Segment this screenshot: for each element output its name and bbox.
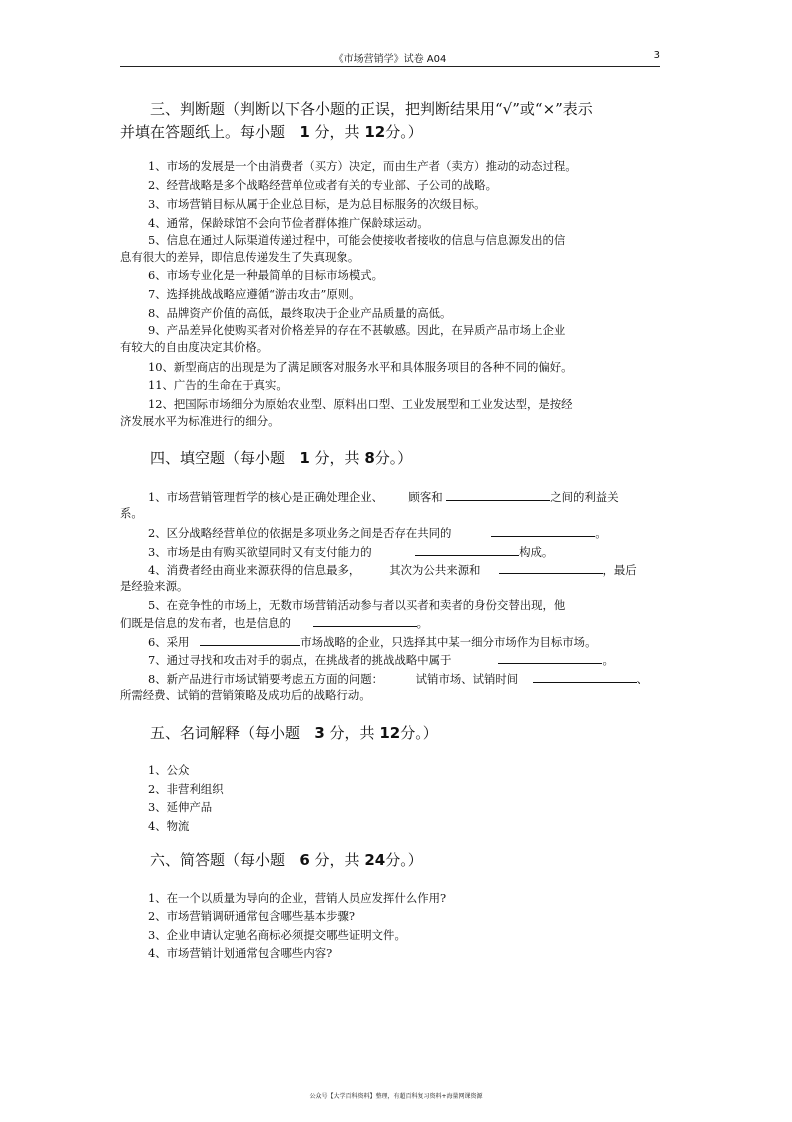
exam-title: 《市场营销学》试卷 A04 <box>333 54 447 65</box>
s4-q2: 2、区分战略经营单位的依据是多项业务之间是否存在共同的 。 <box>148 526 607 540</box>
s3-line: 息有很大的差异，即信息传递发生了失真现象。 <box>120 250 360 264</box>
s3-line: 3、市场营销目标从属于企业总目标，是为总目标服务的次级目标。 <box>148 197 486 211</box>
s3-line: 2、经营战略是多个战略经营单位或者有关的专业部、子公司的战略。 <box>148 178 497 192</box>
s3-line: 有较大的自由度决定其价格。 <box>120 340 269 354</box>
answer-blank[interactable] <box>446 488 550 501</box>
s4-q1: 1、市场营销管理哲学的核心是正确处理企业、 顾客和 之间的利益关 <box>148 490 619 504</box>
answer-blank[interactable] <box>415 543 519 556</box>
answer-blank[interactable] <box>533 670 637 683</box>
footer-note: 公众号【大学百科资料】整理，有超百科复习资料+海量网课资源 <box>309 1093 483 1100</box>
s3-line: 10、新型商店的出现是为了满足顾客对服务水平和具体服务项目的各种不同的偏好。 <box>148 360 573 374</box>
s3-line: 6、市场专业化是一种最简单的目标市场模式。 <box>148 268 384 282</box>
section4-points: 1 <box>299 449 310 467</box>
answer-blank[interactable] <box>499 561 603 574</box>
s3-line: 5、信息在通过人际渠道传递过程中，可能会使接收者接收的信息与信息源发出的信 <box>148 233 566 247</box>
section4-total: 8 <box>364 449 375 467</box>
s5-item: 3、延伸产品 <box>148 800 213 814</box>
answer-blank[interactable] <box>313 614 417 627</box>
header-rule <box>120 66 660 67</box>
section3-points: 1 <box>299 123 310 141</box>
section6-total: 24 <box>364 851 386 869</box>
s4-q5-cont: 们既是信息的发布者，也是信息的 。 <box>120 616 429 630</box>
section3-title-line1: 三、判断题（判断以下各小题的正误，把判断结果用“√”或“×”表示 <box>150 100 593 118</box>
s5-item: 4、物流 <box>148 819 190 833</box>
s5-item: 2、非营利组织 <box>148 782 224 796</box>
s4-q4: 4、消费者经由商业来源获得的信息最多， 其次为公共来源和 ，最后 <box>148 563 637 577</box>
section3-title-line2: 并填在答题纸上。每小题 1 分，共 12分。） <box>120 123 423 141</box>
s3-line: 8、品牌资产价值的高低，最终取决于企业产品质量的高低。 <box>148 306 452 320</box>
answer-blank[interactable] <box>491 524 595 537</box>
section3-total: 12 <box>364 123 386 141</box>
section5-points: 3 <box>314 724 325 742</box>
s3-line: 1、市场的发展是一个由消费者（买方）决定，而由生产者（卖方）推动的动态过程。 <box>148 159 577 173</box>
s4-q4-cont: 是经验来源。 <box>120 579 189 593</box>
s4-q5: 5、在竞争性的市场上，无数市场营销活动参与者以买者和卖者的身份交替出现，他 <box>148 598 566 612</box>
page-number: 3 <box>653 50 660 61</box>
answer-blank[interactable] <box>498 651 602 664</box>
s4-q7: 7、通过寻找和攻击对手的弱点，在挑战者的挑战战略中属于 。 <box>148 653 614 667</box>
section5-total: 12 <box>379 724 401 742</box>
section5-title: 五、名词解释（每小题 3 分，共 12分。） <box>150 724 438 742</box>
s3-line: 4、通常，保龄球馆不会向节俭者群体推广保龄球运动。 <box>148 216 429 230</box>
s4-q6: 6、采用 市场战略的企业，只选择其中某一细分市场作为目标市场。 <box>148 635 597 649</box>
s3-line: 12、把国际市场细分为原始农业型、原料出口型、工业发展型和工业发达型，是按经 <box>148 397 573 411</box>
s4-q3: 3、市场是由有购买欲望同时又有支付能力的 构成。 <box>148 545 554 559</box>
page-header <box>120 50 660 66</box>
s3-line: 11、广告的生命在于真实。 <box>148 378 288 392</box>
section6-points: 6 <box>299 851 310 869</box>
answer-blank[interactable] <box>200 633 300 646</box>
s3-line: 济发展水平为标准进行的细分。 <box>120 414 280 428</box>
s3-line: 9、产品差异化使购买者对价格差异的存在不甚敏感。因此，在异质产品市场上企业 <box>148 323 566 337</box>
s3-line: 7、选择挑战战略应遵循“游击攻击”原则。 <box>148 287 361 301</box>
section6-title: 六、简答题（每小题 6 分，共 24分。） <box>150 851 423 869</box>
s4-q8: 8、新产品进行市场试销要考虑五方面的问题： 试销市场、试销时间 、 <box>148 672 649 686</box>
s6-item: 1、在一个以质量为导向的企业，营销人员应发挥什么作用? <box>148 891 447 905</box>
s4-q1-cont: 系。 <box>120 506 143 520</box>
s6-item: 4、市场营销计划通常包含哪些内容? <box>148 946 333 960</box>
s4-q8-cont: 所需经费、试销的营销策略及成功后的战略行动。 <box>120 688 371 702</box>
s6-item: 3、企业申请认定驰名商标必须提交哪些证明文件。 <box>148 928 406 942</box>
s6-item: 2、市场营销调研通常包含哪些基本步骤? <box>148 909 355 923</box>
s5-item: 1、公众 <box>148 763 190 777</box>
section4-title: 四、填空题（每小题 1 分，共 8分。） <box>150 449 413 467</box>
